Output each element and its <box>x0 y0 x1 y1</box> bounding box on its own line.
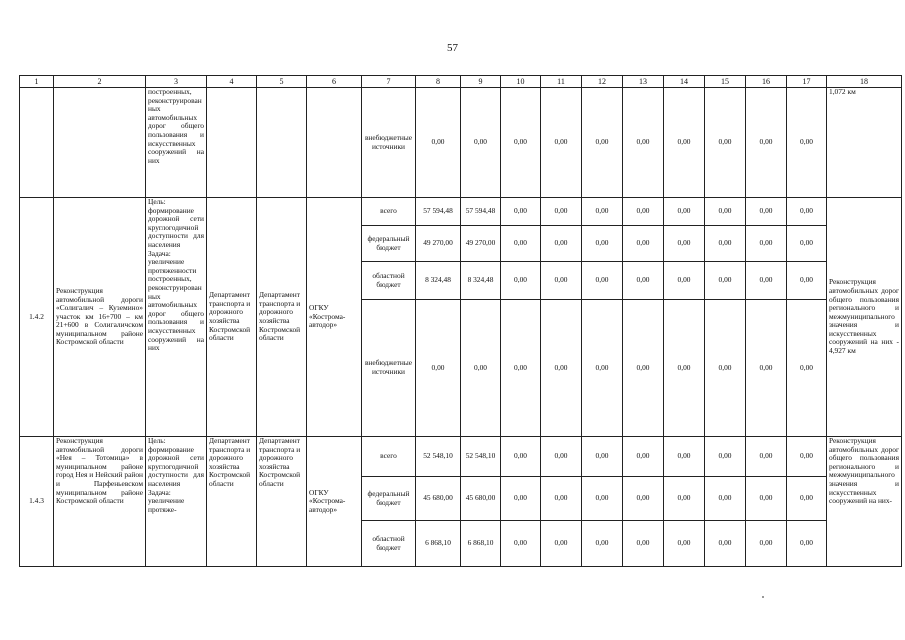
value-cell: 0,00 <box>501 226 541 262</box>
value-cell: 0,00 <box>501 437 541 477</box>
value-cell: 0,00 <box>787 198 827 226</box>
header-cell: 17 <box>787 76 827 88</box>
value-cell: 0,00 <box>705 437 746 477</box>
value-cell: 0,00 <box>746 300 787 437</box>
value-cell: 0,00 <box>501 521 541 567</box>
value-cell: 0,00 <box>623 521 664 567</box>
value-cell: 0,00 <box>582 198 623 226</box>
value-cell: 49 270,00 <box>461 226 501 262</box>
developer-cell: Департамент транспорта и дорожного хозяйства Костромской области <box>257 198 307 437</box>
customer-cell: Департамент транспорта и дорожного хозяйства Костромской области <box>207 198 257 437</box>
value-cell: 0,00 <box>623 262 664 300</box>
customer-cell: Департамент транспорта и дорожного хозяйства Костромской области <box>207 437 257 567</box>
goal-cell: построенных, реконструированных автомобильных дорог общего пользования и искусственных сооружений на них <box>146 88 207 198</box>
executor-cell: ОГКУ «Кострома-автодор» <box>307 198 362 437</box>
result-cell: Реконструкция автомобильных дорог общего пользования регионального и межмуниципального значения и искусственных сооружений на них - 4,927 км <box>827 198 902 437</box>
value-cell: 0,00 <box>787 226 827 262</box>
value-cell: 0,00 <box>705 262 746 300</box>
header-cell: 13 <box>623 76 664 88</box>
value-cell: 0,00 <box>705 88 746 198</box>
empty-cell <box>307 88 362 198</box>
header-cell: 11 <box>541 76 582 88</box>
program-table <box>19 75 902 567</box>
header-cell: 6 <box>307 76 362 88</box>
empty-cell <box>257 88 307 198</box>
value-cell: 0,00 <box>582 262 623 300</box>
value-cell: 52 548,10 <box>416 437 461 477</box>
value-cell: 0,00 <box>461 88 501 198</box>
page-number: 57 <box>447 42 458 54</box>
header-cell: 18 <box>827 76 902 88</box>
source-label: внебюджетные источники <box>362 88 416 198</box>
value-cell: 0,00 <box>623 226 664 262</box>
value-cell: 8 324,48 <box>416 262 461 300</box>
value-cell: 0,00 <box>746 262 787 300</box>
empty-cell <box>207 88 257 198</box>
value-cell: 0,00 <box>787 88 827 198</box>
value-cell: 0,00 <box>705 198 746 226</box>
executor-cell: ОГКУ «Кострома-автодор» <box>307 437 362 567</box>
value-cell: 0,00 <box>664 262 705 300</box>
empty-cell <box>54 88 146 198</box>
header-cell: 4 <box>207 76 257 88</box>
value-cell: 0,00 <box>582 477 623 521</box>
header-cell: 10 <box>501 76 541 88</box>
source-label: областной бюджет <box>362 521 416 567</box>
empty-cell <box>20 88 54 198</box>
value-cell: 0,00 <box>623 477 664 521</box>
value-cell: 57 594,48 <box>416 198 461 226</box>
source-label: внебюджетные источники <box>362 300 416 437</box>
developer-cell: Департамент транспорта и дорожного хозяйства Костромской области <box>257 437 307 567</box>
continuation-row <box>20 88 902 198</box>
table-row <box>20 437 902 477</box>
value-cell: 0,00 <box>582 300 623 437</box>
header-cell: 12 <box>582 76 623 88</box>
header-cell: 2 <box>54 76 146 88</box>
header-row <box>20 76 902 88</box>
value-cell: 0,00 <box>787 437 827 477</box>
value-cell: 0,00 <box>664 300 705 437</box>
value-cell: 0,00 <box>416 88 461 198</box>
header-cell: 9 <box>461 76 501 88</box>
value-cell: 0,00 <box>705 226 746 262</box>
header-cell: 1 <box>20 76 54 88</box>
value-cell: 0,00 <box>582 88 623 198</box>
value-cell: 0,00 <box>746 521 787 567</box>
scan-speck <box>762 596 764 598</box>
value-cell: 6 868,10 <box>461 521 501 567</box>
row-number: 1.4.3 <box>20 437 54 567</box>
value-cell: 0,00 <box>623 437 664 477</box>
value-cell: 49 270,00 <box>416 226 461 262</box>
value-cell: 0,00 <box>623 300 664 437</box>
value-cell: 0,00 <box>501 300 541 437</box>
value-cell: 0,00 <box>501 88 541 198</box>
value-cell: 57 594,48 <box>461 198 501 226</box>
value-cell: 0,00 <box>705 300 746 437</box>
value-cell: 0,00 <box>541 300 582 437</box>
header-cell: 14 <box>664 76 705 88</box>
value-cell: 0,00 <box>746 88 787 198</box>
value-cell: 0,00 <box>541 262 582 300</box>
value-cell: 0,00 <box>664 88 705 198</box>
header-cell: 15 <box>705 76 746 88</box>
value-cell: 0,00 <box>664 521 705 567</box>
value-cell: 0,00 <box>582 226 623 262</box>
value-cell: 52 548,10 <box>461 437 501 477</box>
header-cell: 7 <box>362 76 416 88</box>
value-cell: 0,00 <box>541 88 582 198</box>
header-cell: 16 <box>746 76 787 88</box>
value-cell: 0,00 <box>501 477 541 521</box>
goal-cell: Цель: формирование дорожной сети круглогодичной доступности для населения Задача: увеличение протяженности построенных, реконструированных автомобильных дорог общего пользования и искусственных сооружений на них <box>146 198 207 437</box>
value-cell: 0,00 <box>664 437 705 477</box>
value-cell: 45 680,00 <box>461 477 501 521</box>
value-cell: 0,00 <box>501 262 541 300</box>
header-cell: 3 <box>146 76 207 88</box>
value-cell: 0,00 <box>705 477 746 521</box>
value-cell: 0,00 <box>705 521 746 567</box>
value-cell: 0,00 <box>623 88 664 198</box>
goal-cell: Цель: формирование дорожной сети круглогодичной доступности для населения Задача: увеличение протяже- <box>146 437 207 567</box>
value-cell: 0,00 <box>541 198 582 226</box>
value-cell: 0,00 <box>461 300 501 437</box>
value-cell: 0,00 <box>582 521 623 567</box>
source-label: всего <box>362 437 416 477</box>
value-cell: 0,00 <box>664 477 705 521</box>
row-number: 1.4.2 <box>20 198 54 437</box>
value-cell: 0,00 <box>541 521 582 567</box>
object-name: Реконструкция автомобильной дороги «Нея – Тотомица» в муниципальном районе город Нея и Нейский район и Парфеньевском муниципальном районе Костромской области <box>54 437 146 567</box>
value-cell: 0,00 <box>501 198 541 226</box>
value-cell: 8 324,48 <box>461 262 501 300</box>
value-cell: 6 868,10 <box>416 521 461 567</box>
table-row <box>20 198 902 226</box>
header-cell: 5 <box>257 76 307 88</box>
source-label: всего <box>362 198 416 226</box>
value-cell: 0,00 <box>541 477 582 521</box>
result-cell: 1,072 км <box>827 88 902 198</box>
value-cell: 0,00 <box>787 262 827 300</box>
value-cell: 0,00 <box>787 300 827 437</box>
value-cell: 0,00 <box>623 198 664 226</box>
value-cell: 0,00 <box>787 477 827 521</box>
source-label: областной бюджет <box>362 262 416 300</box>
value-cell: 0,00 <box>746 437 787 477</box>
value-cell: 0,00 <box>664 198 705 226</box>
value-cell: 0,00 <box>541 226 582 262</box>
value-cell: 0,00 <box>582 437 623 477</box>
header-cell: 8 <box>416 76 461 88</box>
value-cell: 45 680,00 <box>416 477 461 521</box>
value-cell: 0,00 <box>746 477 787 521</box>
value-cell: 0,00 <box>541 437 582 477</box>
object-name: Реконструкция автомобильной дороги «Солигалич – Куземино» участок км 16+700 – км 21+600 в Солигаличском муниципальном районе Костромской области <box>54 198 146 437</box>
source-label: федеральный бюджет <box>362 477 416 521</box>
source-label: федеральный бюджет <box>362 226 416 262</box>
value-cell: 0,00 <box>787 521 827 567</box>
value-cell: 0,00 <box>746 198 787 226</box>
value-cell: 0,00 <box>416 300 461 437</box>
value-cell: 0,00 <box>664 226 705 262</box>
result-cell: Реконструкция автомобильных дорог общего пользования регионального и межмуниципального значения и искусственных сооружений на них- <box>827 437 902 567</box>
value-cell: 0,00 <box>746 226 787 262</box>
